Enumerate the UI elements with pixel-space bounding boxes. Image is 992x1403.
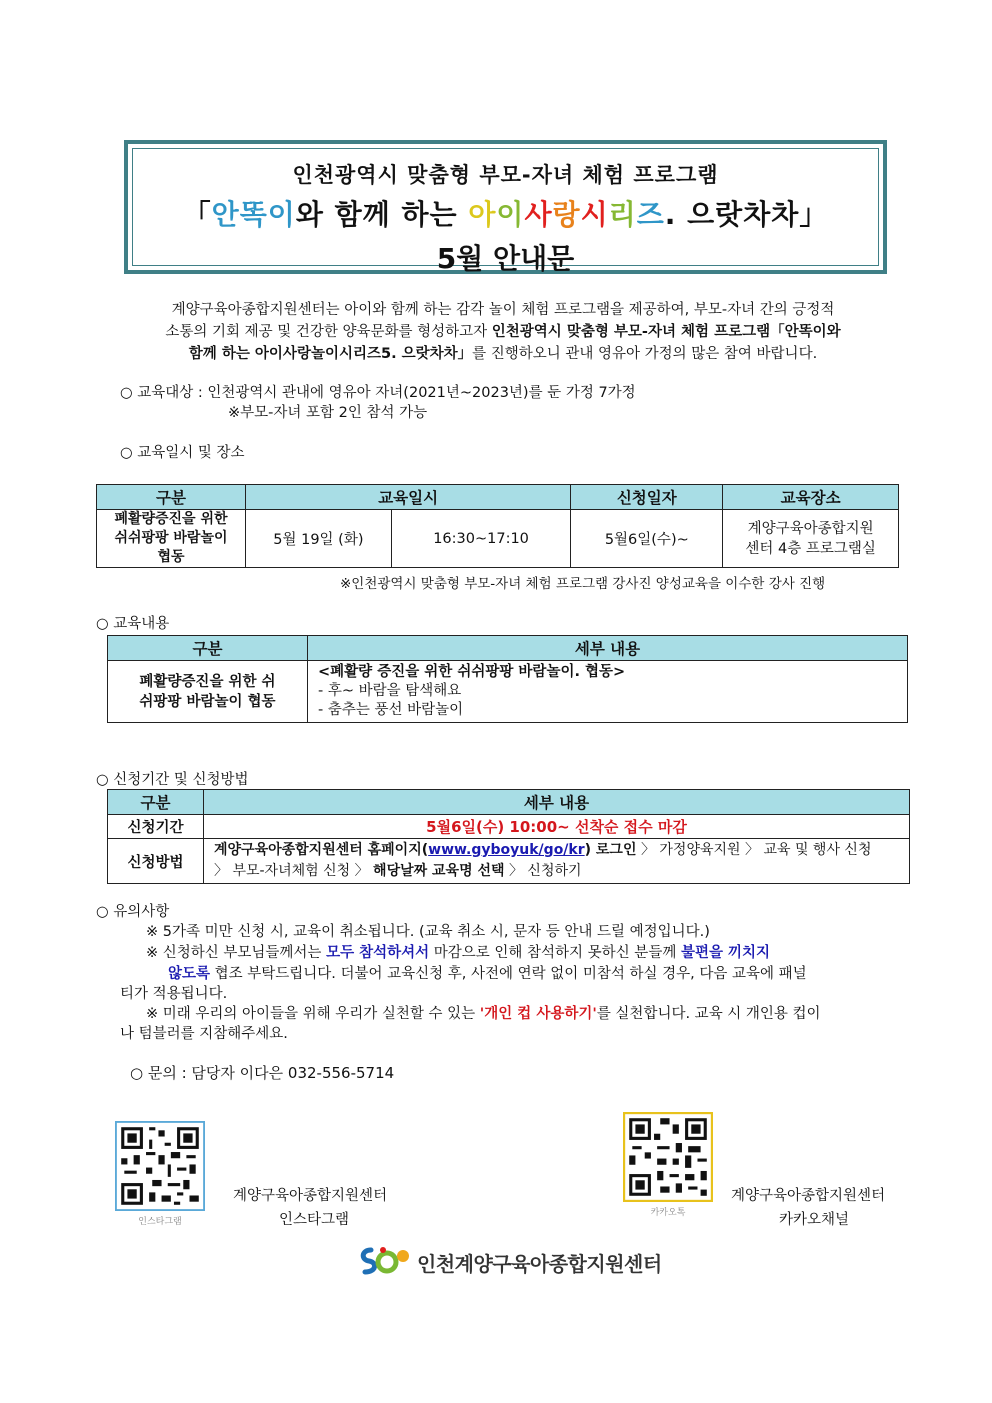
- qr2-caption: 카카오톡: [650, 1208, 686, 1218]
- content-item: - 춤추는 풍선 바람놀이: [318, 702, 464, 718]
- date-cell: 5월 19일 (화): [245, 510, 391, 568]
- method-text: 〉 부모-자녀체험 신청 〉: [214, 863, 374, 879]
- method-text: 〉 신청하기: [504, 863, 582, 879]
- program-name-cell: 폐활량증진을 위한 쉬쉬팡팡 바람놀이 협동: [97, 510, 246, 568]
- method-line1: [214, 840, 908, 861]
- content-table: [107, 635, 908, 723]
- note-2c: 티가 적용됩니다.: [120, 986, 228, 1002]
- content-title: <폐활량 증진을 위한 쉬쉬팡팡 바람놀이. 협동>: [318, 664, 626, 680]
- schedule-heading: ○ 교육일시 및 장소: [120, 445, 245, 461]
- note-emphasis: 않도록: [168, 966, 211, 982]
- period-label-cell: 신청기간: [108, 815, 204, 839]
- schedule-table: [96, 484, 899, 568]
- notes-heading: ○ 유의사항: [96, 904, 170, 920]
- kakao-qr-code-icon[interactable]: [623, 1112, 713, 1202]
- content-detail-cell: [308, 661, 908, 723]
- schedule-header-row: [97, 485, 899, 510]
- qr1-label-line2: 인스타그램: [279, 1212, 350, 1228]
- note-emphasis: '개인 컵 사용하기': [479, 1006, 597, 1022]
- schedule-note: ※인천광역시 맞춤형 부모-자녀 체험 프로그램 강사진 양성교육을 이수한 강사 진행: [340, 576, 826, 592]
- title-i: 이: [496, 198, 525, 231]
- intro-paragraph: [108, 299, 898, 365]
- table-row: [108, 839, 910, 884]
- intro-line3-a: 함께 하는 아이사랑놀이시리즈5. 으랏차차」: [188, 346, 473, 362]
- title-rest: . 으랏차차: [664, 198, 800, 231]
- note-2b: [168, 962, 807, 983]
- footer-org-name: 인천계양구육아종합지원센터: [417, 1252, 662, 1276]
- title-a: 아: [468, 198, 497, 231]
- center-logo-icon: [357, 1244, 413, 1278]
- note-3b: 나 텀블러를 지참해주세요.: [120, 1026, 288, 1042]
- table-row: [108, 661, 908, 723]
- header-cell: 교육장소: [723, 485, 899, 510]
- instagram-qr-code-icon[interactable]: [115, 1121, 205, 1211]
- method-text: 계양구육아종합지원센터 홈페이지(: [214, 842, 429, 858]
- header-cell: 구분: [108, 636, 308, 661]
- method-label-cell: 신청방법: [108, 839, 204, 884]
- note-2a: [146, 941, 770, 962]
- note-text: ※ 미래 우리의 아이들을 위해 우리가 실천할 수 있는: [146, 1006, 480, 1022]
- target-line: ○ 교육대상 : 인천광역시 관내에 영유아 자녀(2021년~2023년)를 둔 가정 7가정: [120, 385, 636, 401]
- header-cell: 세부 내용: [308, 636, 908, 661]
- header-cell: 세부 내용: [204, 790, 910, 815]
- intro-line2: [108, 321, 898, 343]
- content-name-cell: 폐활량증진을 위한 쉬쉬팡팡 바람놀이 협동: [108, 661, 308, 723]
- qr2-label-line2: 카카오채널: [779, 1212, 850, 1228]
- header-cell: 신청일자: [571, 485, 723, 510]
- apply-heading: ○ 신청기간 및 신청방법: [96, 772, 249, 788]
- apply-date-cell: 5월6일(수)~: [571, 510, 723, 568]
- method-text: 〉 가정양육지원 〉 교육 및 행사 신청: [636, 842, 872, 858]
- contact-line: ○ 문의 : 담당자 이다은 032-556-5714: [130, 1064, 395, 1082]
- apply-table: [107, 789, 910, 884]
- intro-line2-b: 인천광역시 맞춤형 부모-자녀 체험 프로그램「안똑이와: [491, 324, 841, 340]
- note-text: 협조 부탁드립니다. 더불어 교육신청 후, 사전에 연락 없이 미참석 하실 경우, 다음 교육에 패널: [210, 966, 807, 982]
- note-text: ※ 신청하신 부모님들께서는: [146, 945, 327, 961]
- title-si: 시: [580, 198, 609, 231]
- place-cell: 계양구육아종합지원센터 4층 프로그램실: [723, 510, 899, 568]
- title-line3: 5월 안내문: [436, 242, 575, 275]
- method-line2: [214, 861, 908, 882]
- intro-line2-a: 소통의 기회 제공 및 건강한 양육문화를 형성하고자: [165, 324, 492, 340]
- qr2-label-line1: 계양구육아종합지원센터: [731, 1188, 886, 1204]
- note-1: ※ 5가족 미만 신청 시, 교육이 취소됩니다. (교육 취소 시, 문자 등 안내 드릴 예정입니다.): [146, 924, 710, 940]
- content-heading: ○ 교육내용: [96, 616, 170, 632]
- note-3a: [146, 1002, 821, 1023]
- title-jeu: 즈: [636, 198, 665, 231]
- title-wa: 와 함께 하는: [295, 198, 469, 231]
- header-cell: 구분: [108, 790, 204, 815]
- method-text: 해당날짜 교육명 선택: [373, 863, 505, 879]
- title-ri: 리: [608, 198, 637, 231]
- title-andongi: 안똑이: [211, 198, 296, 231]
- qr1-label-line1: 계양구육아종합지원센터: [233, 1188, 388, 1204]
- note-emphasis: 모두 참석하셔서: [326, 945, 430, 961]
- note-text: 를 실천합니다. 교육 시 개인용 컵이: [596, 1006, 821, 1022]
- table-row: [97, 510, 899, 568]
- method-value-cell: [204, 839, 910, 884]
- intro-line3-b: 를 진행하오니 관내 영유아 가정의 많은 참여 바랍니다.: [472, 346, 818, 362]
- header-cell: 구분: [97, 485, 246, 510]
- note-text: 마감으로 인해 참석하지 못하신 분들께: [429, 945, 681, 961]
- apply-header-row: [108, 790, 910, 815]
- title-inner: [132, 148, 879, 275]
- note-emphasis: 불편을 끼치지: [680, 945, 771, 961]
- bracket-open: 「: [182, 198, 212, 231]
- header-cell: 교육일시: [245, 485, 570, 510]
- title-sa: 사: [524, 198, 553, 231]
- title-line2: [133, 193, 878, 233]
- content-item: - 후~ 바람을 탐색해요: [318, 683, 462, 699]
- title-box: [124, 140, 887, 274]
- table-row: [108, 815, 910, 839]
- content-header-row: [108, 636, 908, 661]
- period-value-cell: 5월6일(수) 10:00~ 선착순 접수 마감: [204, 815, 910, 839]
- intro-line3: [108, 343, 898, 365]
- homepage-link[interactable]: www.gyboyuk/go/kr: [428, 842, 585, 858]
- bracket-close: 」: [799, 198, 829, 231]
- target-note: ※부모-자녀 포함 2인 참석 가능: [228, 405, 428, 421]
- intro-line1: 계양구육아종합지원센터는 아이와 함께 하는 감각 놀이 체험 프로그램을 제공하여, 부모-자녀 간의 긍정적: [171, 302, 835, 318]
- qr1-caption: 인스타그램: [138, 1217, 182, 1227]
- title-line1: 인천광역시 맞춤형 부모-자녀 체험 프로그램: [292, 163, 719, 187]
- method-text: ) 로그인: [584, 842, 637, 858]
- time-cell: 16:30~17:10: [391, 510, 571, 568]
- title-rang: 랑: [552, 198, 581, 231]
